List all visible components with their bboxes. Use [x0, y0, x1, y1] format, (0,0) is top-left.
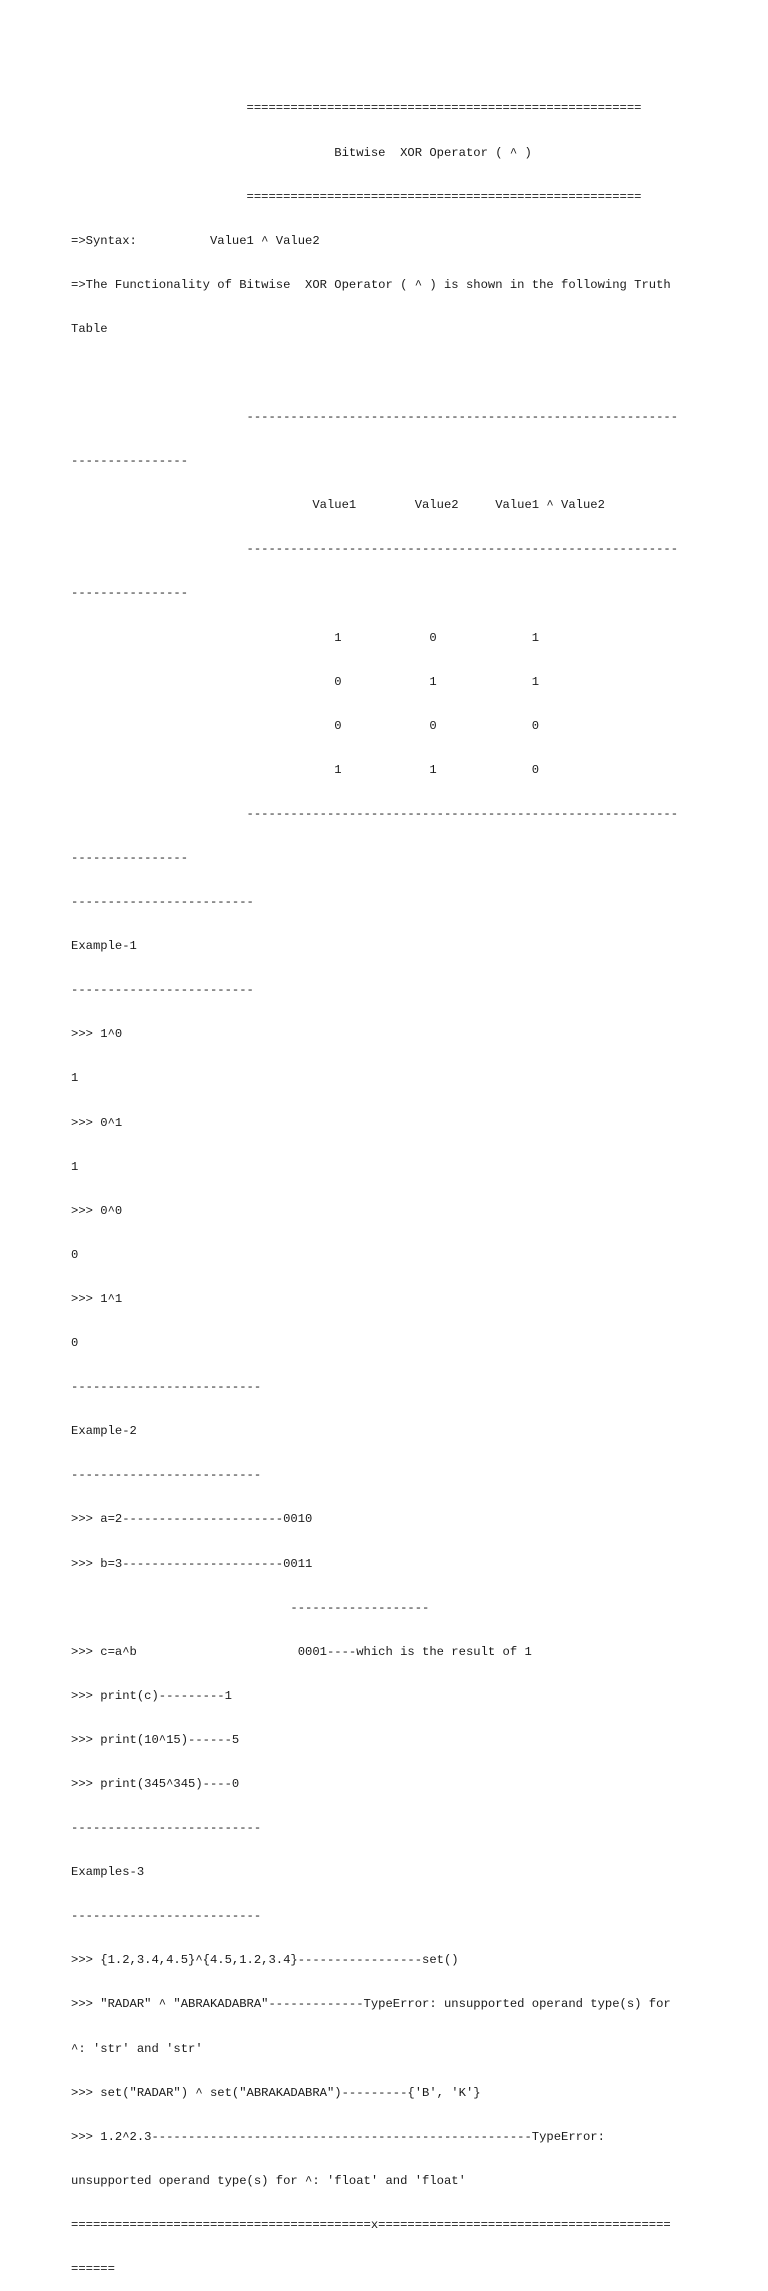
- code-line: >>> a=2----------------------0010: [71, 1512, 313, 1527]
- code-line: >>> print(c)---------1: [71, 1688, 232, 1703]
- output-line: 0: [71, 1247, 79, 1262]
- truth-table-rule: -----------------------------------------------------------: [71, 542, 679, 557]
- end-rule: =========================================x========================================: [71, 2217, 671, 2232]
- functionality-line-wrap: Table: [71, 321, 108, 336]
- truth-table-rule-wrap: ----------------: [71, 454, 189, 469]
- truth-table-header: Value1 Value2 Value1 ^ Value2: [71, 498, 605, 513]
- example-2-heading: Example-2: [71, 1424, 137, 1439]
- blank-line: [71, 366, 731, 381]
- section-rule: --------------------------: [71, 1909, 262, 1924]
- code-line-wrap: unsupported operand type(s) for ^: 'float' and 'float': [71, 2173, 466, 2188]
- output-line: 1: [71, 1159, 79, 1174]
- binary-rule: -------------------: [71, 1600, 430, 1615]
- document-body: [71, 72, 731, 2291]
- output-line: 1: [71, 1071, 79, 1086]
- examples-3-heading: Examples-3: [71, 1865, 145, 1880]
- section-rule: -------------------------: [71, 983, 254, 998]
- code-line: >>> 1.2^2.3----------------------------------------------------TypeError:: [71, 2129, 605, 2144]
- code-line-wrap: ^: 'str' and 'str': [71, 2041, 203, 2056]
- code-line: >>> c=a^b 0001----which is the result of 1: [71, 1644, 532, 1659]
- truth-table-rule-wrap: ----------------: [71, 586, 189, 601]
- code-line: >>> print(345^345)----0: [71, 1776, 240, 1791]
- code-line: >>> b=3----------------------0011: [71, 1556, 313, 1571]
- syntax-line: =>Syntax: Value1 ^ Value2: [71, 233, 320, 248]
- truth-table-row: 1 1 0: [71, 762, 540, 777]
- code-line: >>> 0^0: [71, 1203, 123, 1218]
- section-rule: -------------------------: [71, 895, 254, 910]
- truth-table-row: 0 0 0: [71, 718, 540, 733]
- code-line: >>> print(10^15)------5: [71, 1732, 240, 1747]
- truth-table-rule: -----------------------------------------------------------: [71, 410, 679, 425]
- title-rule-bottom: ======================================================: [71, 189, 642, 204]
- truth-table-row: 0 1 1: [71, 674, 540, 689]
- code-line: >>> 1^1: [71, 1291, 123, 1306]
- example-1-heading: Example-1: [71, 939, 137, 954]
- section-rule: --------------------------: [71, 1468, 262, 1483]
- code-line: >>> 1^0: [71, 1027, 123, 1042]
- truth-table-rule: -----------------------------------------------------------: [71, 806, 679, 821]
- code-line: >>> set("RADAR") ^ set("ABRAKADABRA")---------{'B', 'K'}: [71, 2085, 481, 2100]
- truth-table-row: 1 0 1: [71, 630, 540, 645]
- code-line: >>> {1.2,3.4,4.5}^{4.5,1.2,3.4}-----------------set(): [71, 1953, 459, 1968]
- functionality-line: =>The Functionality of Bitwise XOR Operator ( ^ ) is shown in the following Truth: [71, 277, 671, 292]
- output-line: 0: [71, 1336, 79, 1351]
- code-line: >>> "RADAR" ^ "ABRAKADABRA"-------------TypeError: unsupported operand type(s) for: [71, 1997, 671, 2012]
- truth-table-rule-wrap: ----------------: [71, 851, 189, 865]
- section-rule: --------------------------: [71, 1380, 262, 1395]
- end-rule-wrap: ======: [71, 2262, 115, 2276]
- title-rule-top: ======================================================: [71, 101, 642, 116]
- section-rule: --------------------------: [71, 1821, 262, 1836]
- code-line: >>> 0^1: [71, 1115, 123, 1130]
- page-title: Bitwise XOR Operator ( ^ ): [71, 145, 532, 160]
